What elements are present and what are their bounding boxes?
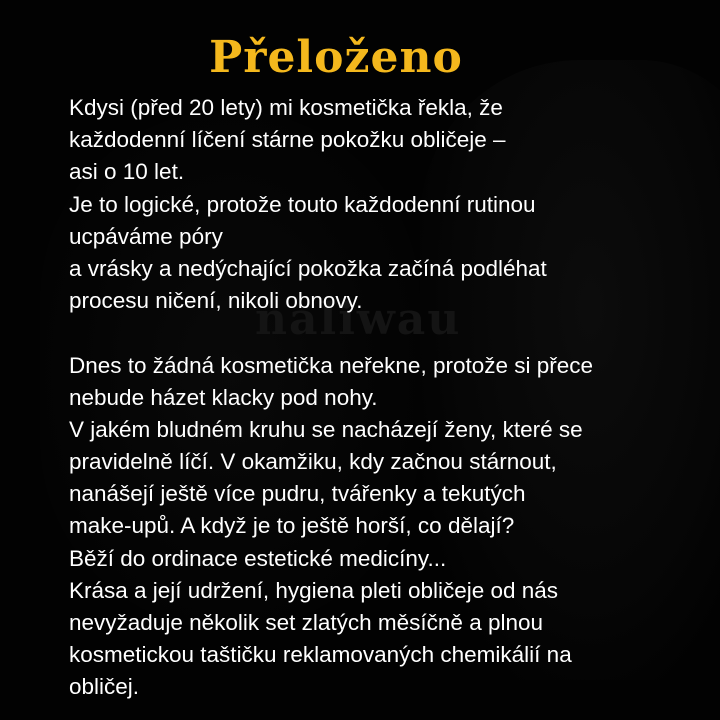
text-line: Kdysi (před 20 lety) mi kosmetička řekla, že — [69, 95, 503, 120]
text-line: kosmetickou taštičku reklamovaných chemikálií na — [69, 642, 572, 668]
text-line: Je to logické, protože touto každodenní rutinou — [69, 191, 536, 217]
text-line: make-upů. A když je to ještě horší, co dělají? — [69, 513, 515, 539]
text-line: procesu ničení, nikoli obnovy. — [69, 288, 363, 314]
text-line: pravidelně líčí. V okamžiku, kdy začnou stárnout, — [69, 449, 557, 475]
article-body — [69, 92, 714, 704]
text-line: ucpáváme póry — [69, 223, 223, 249]
text-line: nanášejí ještě více pudru, tvářenky a tekutých — [69, 481, 526, 507]
text-line: nebude házet klacky pod nohy. — [69, 384, 378, 410]
text-line: Běží do ordinace estetické medicíny... — [69, 545, 447, 571]
text-line: obličej. — [69, 674, 140, 700]
page-title: Přeloženo — [209, 32, 463, 83]
text-line: nevyžaduje několik set zlatých měsíčně a plnou — [69, 610, 544, 635]
text-line: a vrásky a nedýchající pokožka začíná podléhat — [69, 255, 547, 281]
text-line: Krása a její udržení, hygiena pleti obličeje od nás — [69, 577, 559, 603]
paragraph-gap — [69, 317, 714, 349]
text-line: V jakém bludném kruhu se nacházejí ženy, které se — [69, 416, 583, 442]
text-line: každodenní líčení stárne pokožku obličeje – — [69, 127, 506, 153]
text-line: asi o 10 let. — [69, 159, 185, 185]
text-line: Dnes to žádná kosmetička neřekne, protože si přece — [69, 352, 594, 378]
watermark-text: naliwau — [255, 294, 462, 345]
